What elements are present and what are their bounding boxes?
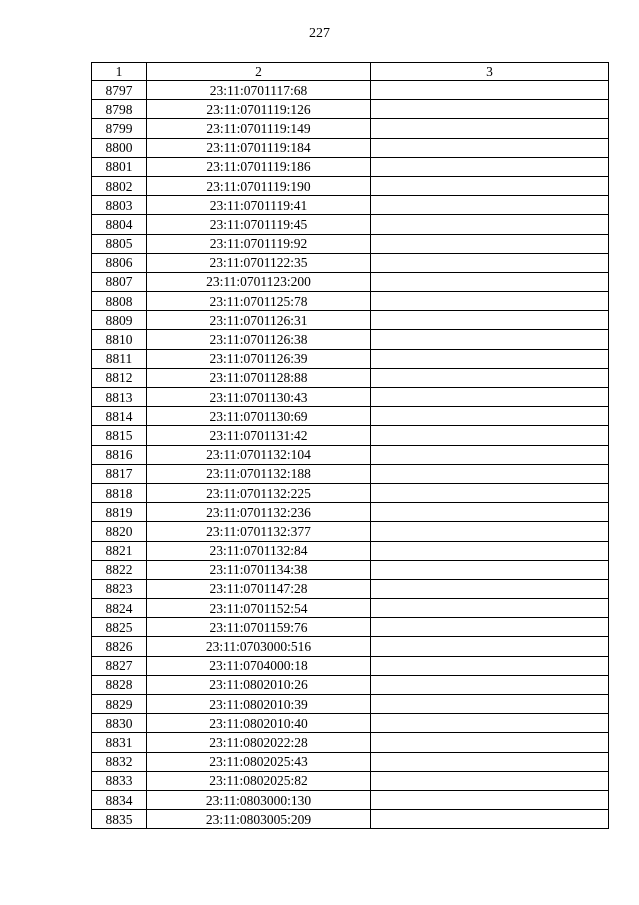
- row-number-cell: 8802: [92, 176, 147, 195]
- row-number-cell: 8825: [92, 618, 147, 637]
- table-row: [92, 560, 609, 579]
- cadastral-number-cell: 23:11:0701132:225: [147, 483, 371, 502]
- notes-cell: [371, 196, 609, 215]
- row-number-cell: 8822: [92, 560, 147, 579]
- row-number-cell: 8801: [92, 157, 147, 176]
- table-row: [92, 330, 609, 349]
- row-number-cell: 8819: [92, 503, 147, 522]
- notes-cell: [371, 292, 609, 311]
- table-row: [92, 522, 609, 541]
- cadastral-number-cell: 23:11:0701132:236: [147, 503, 371, 522]
- notes-cell: [371, 234, 609, 253]
- notes-cell: [371, 157, 609, 176]
- cadastral-number-cell: 23:11:0701126:31: [147, 311, 371, 330]
- row-number-cell: 8810: [92, 330, 147, 349]
- notes-cell: [371, 503, 609, 522]
- row-number-cell: 8811: [92, 349, 147, 368]
- table-row: [92, 272, 609, 291]
- row-number-cell: 8805: [92, 234, 147, 253]
- cadastral-number-cell: 23:11:0802010:26: [147, 675, 371, 694]
- notes-cell: [371, 618, 609, 637]
- cadastral-number-cell: 23:11:0701119:126: [147, 100, 371, 119]
- row-number-cell: 8832: [92, 752, 147, 771]
- row-number-cell: 8804: [92, 215, 147, 234]
- cadastral-number-cell: 23:11:0802022:28: [147, 733, 371, 752]
- notes-cell: [371, 272, 609, 291]
- notes-cell: [371, 810, 609, 829]
- notes-cell: [371, 330, 609, 349]
- cadastral-number-cell: 23:11:0701119:190: [147, 176, 371, 195]
- row-number-cell: 8818: [92, 483, 147, 502]
- cadastral-number-cell: 23:11:0704000:18: [147, 656, 371, 675]
- table-row: [92, 483, 609, 502]
- cadastral-number-cell: 23:11:0701119:45: [147, 215, 371, 234]
- cadastral-number-cell: 23:11:0701131:42: [147, 426, 371, 445]
- notes-cell: [371, 253, 609, 272]
- table-row: [92, 292, 609, 311]
- table-header: [92, 63, 609, 81]
- notes-cell: [371, 311, 609, 330]
- row-number-cell: 8807: [92, 272, 147, 291]
- notes-cell: [371, 752, 609, 771]
- notes-cell: [371, 81, 609, 100]
- cadastral-number-cell: 23:11:0701119:92: [147, 234, 371, 253]
- table-row: [92, 253, 609, 272]
- notes-cell: [371, 695, 609, 714]
- row-number-cell: 8800: [92, 138, 147, 157]
- table-row: [92, 234, 609, 253]
- row-number-cell: 8799: [92, 119, 147, 138]
- notes-cell: [371, 637, 609, 656]
- notes-cell: [371, 368, 609, 387]
- table-row: [92, 81, 609, 100]
- table-row: [92, 790, 609, 809]
- cadastral-number-cell: 23:11:0701119:184: [147, 138, 371, 157]
- row-number-cell: 8817: [92, 464, 147, 483]
- row-number-cell: 8815: [92, 426, 147, 445]
- cadastral-number-cell: 23:11:0802010:39: [147, 695, 371, 714]
- cadastral-number-cell: 23:11:0701126:39: [147, 349, 371, 368]
- notes-cell: [371, 771, 609, 790]
- table-row: [92, 656, 609, 675]
- row-number-cell: 8808: [92, 292, 147, 311]
- table-row: [92, 618, 609, 637]
- cadastral-number-cell: 23:11:0802025:82: [147, 771, 371, 790]
- notes-cell: [371, 407, 609, 426]
- notes-cell: [371, 714, 609, 733]
- cadastral-number-cell: 23:11:0703000:516: [147, 637, 371, 656]
- cadastral-number-cell: 23:11:0701132:84: [147, 541, 371, 560]
- cadastral-number-cell: 23:11:0803000:130: [147, 790, 371, 809]
- cadastral-number-cell: 23:11:0802025:43: [147, 752, 371, 771]
- notes-cell: [371, 790, 609, 809]
- table-row: [92, 368, 609, 387]
- cadastral-number-cell: 23:11:0701126:38: [147, 330, 371, 349]
- cadastral-number-cell: 23:11:0701132:188: [147, 464, 371, 483]
- cadastral-number-cell: 23:11:0701128:88: [147, 368, 371, 387]
- table-row: [92, 599, 609, 618]
- row-number-cell: 8816: [92, 445, 147, 464]
- cadastral-number-cell: 23:11:0701123:200: [147, 272, 371, 291]
- row-number-cell: 8827: [92, 656, 147, 675]
- cadastral-number-cell: 23:11:0701159:76: [147, 618, 371, 637]
- cadastral-number-cell: 23:11:0803005:209: [147, 810, 371, 829]
- row-number-cell: 8824: [92, 599, 147, 618]
- row-number-cell: 8826: [92, 637, 147, 656]
- table-row: [92, 733, 609, 752]
- row-number-cell: 8813: [92, 388, 147, 407]
- table-row: [92, 176, 609, 195]
- table-row: [92, 695, 609, 714]
- table-row: [92, 503, 609, 522]
- table-row: [92, 157, 609, 176]
- column-header-1: 1: [92, 63, 147, 81]
- row-number-cell: 8835: [92, 810, 147, 829]
- row-number-cell: 8798: [92, 100, 147, 119]
- cadastral-number-cell: 23:11:0701119:41: [147, 196, 371, 215]
- table-row: [92, 349, 609, 368]
- cadastral-number-cell: 23:11:0701134:38: [147, 560, 371, 579]
- table-row: [92, 388, 609, 407]
- column-header-2: 2: [147, 63, 371, 81]
- row-number-cell: 8806: [92, 253, 147, 272]
- cadastral-number-cell: 23:11:0701132:104: [147, 445, 371, 464]
- table-body: [92, 81, 609, 829]
- notes-cell: [371, 426, 609, 445]
- notes-cell: [371, 464, 609, 483]
- table-row: [92, 714, 609, 733]
- table-row: [92, 311, 609, 330]
- cadastral-number-cell: 23:11:0701132:377: [147, 522, 371, 541]
- notes-cell: [371, 675, 609, 694]
- row-number-cell: 8797: [92, 81, 147, 100]
- notes-cell: [371, 100, 609, 119]
- row-number-cell: 8833: [92, 771, 147, 790]
- cadastral-number-cell: 23:11:0701122:35: [147, 253, 371, 272]
- row-number-cell: 8823: [92, 579, 147, 598]
- row-number-cell: 8803: [92, 196, 147, 215]
- notes-cell: [371, 522, 609, 541]
- row-number-cell: 8820: [92, 522, 147, 541]
- page-number: 227: [309, 26, 330, 41]
- cadastral-number-cell: 23:11:0701119:149: [147, 119, 371, 138]
- table-row: [92, 637, 609, 656]
- table-row: [92, 464, 609, 483]
- notes-cell: [371, 579, 609, 598]
- notes-cell: [371, 349, 609, 368]
- notes-cell: [371, 656, 609, 675]
- table-row: [92, 579, 609, 598]
- notes-cell: [371, 176, 609, 195]
- cadastral-number-cell: 23:11:0701147:28: [147, 579, 371, 598]
- notes-cell: [371, 138, 609, 157]
- row-number-cell: 8829: [92, 695, 147, 714]
- cadastral-number-cell: 23:11:0701119:186: [147, 157, 371, 176]
- header-row: [92, 63, 609, 81]
- row-number-cell: 8812: [92, 368, 147, 387]
- notes-cell: [371, 541, 609, 560]
- cadastral-number-cell: 23:11:0701130:69: [147, 407, 371, 426]
- cadastral-number-cell: 23:11:0701130:43: [147, 388, 371, 407]
- table-row: [92, 138, 609, 157]
- notes-cell: [371, 119, 609, 138]
- table-row: [92, 215, 609, 234]
- notes-cell: [371, 388, 609, 407]
- table-row: [92, 407, 609, 426]
- notes-cell: [371, 560, 609, 579]
- registry-table: [91, 62, 609, 829]
- row-number-cell: 8831: [92, 733, 147, 752]
- cadastral-number-cell: 23:11:0701152:54: [147, 599, 371, 618]
- row-number-cell: 8828: [92, 675, 147, 694]
- row-number-cell: 8814: [92, 407, 147, 426]
- table-row: [92, 196, 609, 215]
- notes-cell: [371, 599, 609, 618]
- notes-cell: [371, 215, 609, 234]
- table-row: [92, 445, 609, 464]
- notes-cell: [371, 445, 609, 464]
- table-row: [92, 752, 609, 771]
- table-row: [92, 771, 609, 790]
- notes-cell: [371, 733, 609, 752]
- table-row: [92, 541, 609, 560]
- table-row: [92, 426, 609, 445]
- row-number-cell: 8809: [92, 311, 147, 330]
- table-row: [92, 810, 609, 829]
- cadastral-number-cell: 23:11:0701117:68: [147, 81, 371, 100]
- column-header-3: 3: [371, 63, 609, 81]
- table-row: [92, 119, 609, 138]
- cadastral-number-cell: 23:11:0802010:40: [147, 714, 371, 733]
- row-number-cell: 8821: [92, 541, 147, 560]
- table-row: [92, 675, 609, 694]
- notes-cell: [371, 483, 609, 502]
- row-number-cell: 8830: [92, 714, 147, 733]
- table-row: [92, 100, 609, 119]
- cadastral-number-cell: 23:11:0701125:78: [147, 292, 371, 311]
- row-number-cell: 8834: [92, 790, 147, 809]
